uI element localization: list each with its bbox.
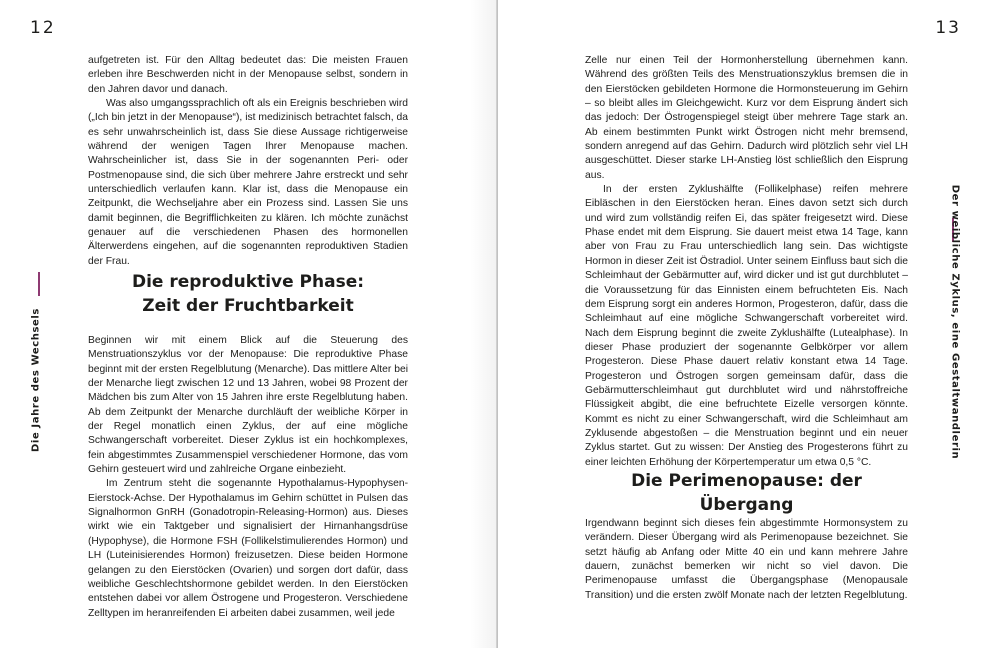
right-column-bottom — [585, 517, 908, 603]
gutter-shadow — [470, 0, 496, 648]
paragraph: Im Zentrum steht die sogenannte Hypothalamus-Hypophysen-Eierstock-Achse. Der Hypothalamus im Gehirn schüttet in Pulsen das Signalhormon GnRH (Gonadotropin-Releasing-Hormon) aus. Dieses wirkt wie ein Taktgeber und signalisiert der Hirnanhangsdrüse (Hypophyse), die Hormone FSH (Follikelstimulierendes Hormon) und LH (Luteinisierendes Hormon) freizusetzen. Diese beiden Hormone gelangen zu den Eierstöcken (Ovarien) und sorgen dort dafür, dass weibliche Geschlechtshormone gebildet werden. In den Eierstöcken entstehen dabei vor allem Östrogene und Progesteron. Verschiedene Zelltypen im heranreifenden Ei arbeiten dabei zusammen, weil jede — [88, 478, 408, 619]
running-head-left: Die Jahre des Wechsels — [30, 308, 42, 452]
running-head-right: Der weibliche Zyklus, eine Gestaltwandlerin — [949, 184, 961, 460]
section-heading-reproductive-phase — [88, 270, 408, 318]
paragraph: Zelle nur einen Teil der Hormonherstellung übernehmen kann. Während des größten Teils des Menstruationszyklus bremsen die in den Eierstöcken gebildeten Hormone die Hormonsteuerung im Gehirn – so bleibt alles im Gleichgewicht. Kurz vor dem Eisprung ändert sich das jedoch: Der Östrogenspiegel steigt über mehrere Tage stark an. Ab einem bestimmten Punkt wirkt Östrogen nicht mehr bremsend, sondern anregend auf das Gehirn. Dadurch wird plötzlich sehr viel LH ausgeschüttet. Dieser starke LH-Anstieg löst schließlich den Eisprung aus. — [585, 55, 908, 181]
heading-line: Die reproduktive Phase: — [131, 272, 365, 292]
page-number-right: 13 — [935, 18, 961, 38]
paragraph: Was also umgangssprachlich oft als ein Ereignis beschrieben wird („Ich bin jetzt in der Menopause“), ist medizinisch betrachtet falsch, da es sehr unwahrscheinlich ist, dass Sie diese Aussage richtigerweise während der wenigen Tagen Ihrer Menopause machen. Wahrscheinlicher ist, dass Sie in der sogenannten Peri- oder Postmenopause sind, die sich über mehrere Jahre erstreckt und sehr unterschiedlich verlaufen kann. Klar ist, dass die Menopause ein Zeitpunkt, die Wechseljahre aber ein Prozess sind. Lassen Sie uns damit beginnen, die Begrifflichkeiten zu klären. Ich möchte zunächst genauer auf die verschiedenen Phasen des hormonellen Älterwerdens eingehen, auf die sogenannten reproduktiven Stadien der Frau. — [88, 98, 408, 267]
heading-line: Zeit der Fruchtbarkeit — [142, 296, 354, 316]
left-page — [0, 0, 497, 648]
book-gutter — [496, 0, 498, 648]
paragraph: In der ersten Zyklushälfte (Follikelphase) reifen mehrere Eibläschen in den Eierstöcken heran. Eines davon setzt sich durch und wird zum vollständig reifen Ei, das später freigesetzt wird. Diese Phase endet mit dem Eisprung. Sie dauert meist etwa 14 Tage, kann aber von Frau zu Frau unterschiedlich lang sein. Das wichtigste Hormon in dieser Zeit ist Östradiol. Unter seinem Einfluss baut sich die Schleimhaut der Gebärmutter auf, wird dicker und ist gut durchblutet – die Voraussetzung für das Einnisten einem befruchteten Eis. Nach dem Eisprung sorgt ein anderes Hormon, Progesteron, dafür, dass die Schleimhaut auf eine mögliche Schwangerschaft vorbereitet wird. Nach dem Eisprung beginnt die zweite Zyklushälfte (Lutealphase). In dieser Phase produziert der sogenannte Gelbkörper vor allem Progesteron. Diese Phase dauert relativ konstant etwa 14 Tage. Progesteron und Östrogen sorgen gemeinsam dafür, dass die Gebärmutterschleimhaut gut durchblutet wird und nährstoffreiche Flüssigkeit abgibt, die eine befruchtete Eizelle versorgen könnte. Kommt es nicht zu einer Schwangerschaft, wird die Schleimhaut am Zyklusende abgestoßen – die Menstruation beginnt und ein neuer Zyklus startet. Gut zu wissen: Der Anstieg des Progesterons führt zu einer leichten Erhöhung der Körpertemperatur um etwa 0,5 °C. — [585, 184, 908, 468]
left-column-top — [88, 54, 408, 269]
right-column-top — [585, 54, 908, 470]
paragraph: Irgendwann beginnt sich dieses fein abgestimmte Hormonsystem zu verändern. Dieser Übergang wird als Perimenopause bezeichnet. Sie setzt häufig ab Anfang oder Mitte 40 ein und kann mehrere Jahre dauern, zunächst bemerken wir nicht so viel davon. Die Perimenopause umfasst die Übergangsphase (Menopausale Transition) und die ersten zwölf Monate nach der letzten Regelblutung. — [585, 518, 908, 601]
paragraph: aufgetreten ist. Für den Alltag bedeutet das: Die meisten Frauen erleben ihre Beschwerden nicht in der Menopause selbst, sondern in den Jahren davor und danach. — [88, 55, 408, 95]
page-number-left: 12 — [30, 18, 56, 38]
section-heading-perimenopause: Die Perimenopause: der Übergang — [631, 471, 862, 515]
left-column-bottom — [88, 334, 408, 621]
running-head-accent-left — [38, 272, 40, 296]
paragraph: Beginnen wir mit einem Blick auf die Steuerung des Menstruationszyklus vor der Menopause: Die reproduktive Phase beginnt mit der ersten Regelblutung (Menarche). Das mittlere Alter bei der Menarche liegt zwischen 12 und 13 Jahren, wobei 98 Prozent der Mädchen bis zum Alter von 15 Jahren ihre erste Regelblutung haben. Ab dem Zeitpunkt der Menarche durchläuft der weibliche Körper in der Regel monatlich einen Zyklus, der auf eine mögliche Schwangerschaft vorbereitet. Dieser Zyklus ist ein hochkomplexes, fein abgestimmtes Zusammenspiel verschiedener Hormone, das vom Gehirn gesteuert wird und zahlreiche Organe einbezieht. — [88, 335, 408, 476]
